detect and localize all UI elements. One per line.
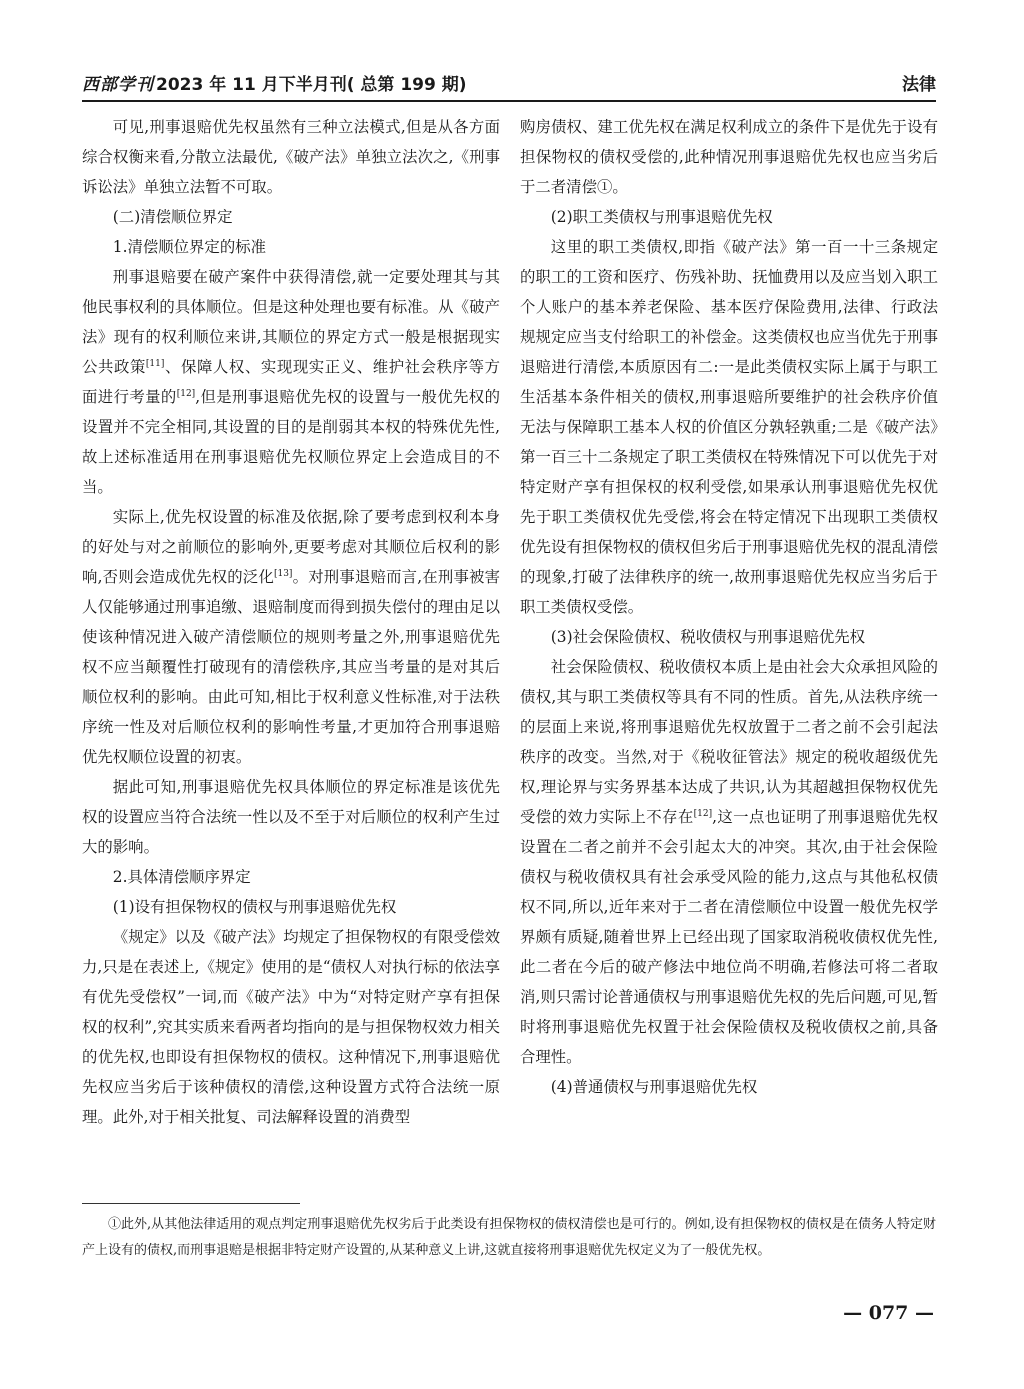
citation-marker: [12] xyxy=(176,388,196,399)
section-heading: (4)普通债权与刑事退赔优先权 xyxy=(550,1078,758,1096)
paragraph: 据此可知,刑事退赔优先权具体顺位的界定标准是该优先权的设置应当符合法统一性以及不至于对后顺位的权利产生过大的影响。 xyxy=(82,778,500,856)
section-label: 法律 xyxy=(902,75,936,95)
left-column xyxy=(82,112,500,1132)
paragraph: 刑事退赔要在破产案件中获得清偿,就一定要处理其与其他民事权利的具体顺位。但是这种处理也要有标准。从《破产法》现有的权利顺位来讲,其顺位的界定方式一般是根据现实公共政策[11]、保障人权、实现现实正义、维护社会秩序等方面进行考量的[12],但是刑事退赔优先权的设置与一般优先权的设置并不完全相同,其设置的目的是削弱其本权的特殊优先性,故上述标准适用在刑事退赔优先权顺位界定上会造成目的不当。 xyxy=(82,268,500,496)
issue-label: 2023 年 11 月下半月刊( 总第 199 期) xyxy=(156,75,467,95)
section-heading: (3)社会保险债权、税收债权与刑事退赔优先权 xyxy=(550,628,866,646)
paragraph: 实际上,优先权设置的标准及依据,除了要考虑到权利本身的好处与对之前顺位的影响外,更要考虑对其顺位后权利的影响,否则会造成优先权的泛化[13]。对刑事退赔而言,在刑事被害人仅能够通过刑事追缴、退赔制度而得到损失偿付的理由足以使该种情况进入破产清偿顺位的规则考量之外,刑事退赔优先权不应当颠覆性打破现有的清偿秩序,其应当考量的是对其后顺位权利的影响。由此可知,相比于权利意义性标准,对于法秩序统一性及对后顺位权利的影响性考量,才更加符合刑事退赔优先权顺位设置的初衷。 xyxy=(82,508,500,766)
citation-marker: [12] xyxy=(693,808,713,819)
paragraph: 社会保险债权、税收债权本质上是由社会大众承担风险的债权,其与职工类债权等具有不同的性质。首先,从法秩序统一的层面上来说,将刑事退赔优先权放置于二者之前不会引起法秩序的改变。当然,对于《税收征管法》规定的税收超级优先权,理论界与实务界基本达成了共识,认为其超越担保物权优先受偿的效力实际上不存在[12],这一点也证明了刑事退赔优先权设置在二者之前并不会引起太大的冲突。其次,由于社会保险债权与税收债权具有社会承受风险的能力,这点与其他私权债权不同,所以,近年来对于二者在清偿顺位中设置一般优先权学界颇有质疑,随着世界上已经出现了国家取消税收债权优先性,此二者在今后的破产修法中地位尚不明确,若修法可将二者取消,则只需讨论普通债权与刑事退赔优先权的先后问题,可见,暂时将刑事退赔优先权置于社会保险债权及税收债权之前,具备合理性。 xyxy=(520,658,938,1066)
footnote: ①此外,从其他法律适用的观点判定刑事退赔优先权劣后于此类设有担保物权的债权清偿也是可行的。例如,设有担保物权的债权是在债务人特定财产上设有的债权,而刑事退赔是根据非特定财产设置的,从某种意义上讲,这就直接将刑事退赔优先权定义为了一般优先权。 xyxy=(82,1217,936,1258)
paragraph: 《规定》以及《破产法》均规定了担保物权的有限受偿效力,只是在表述上,《规定》使用的是“债权人对执行标的依法享有优先受偿权”一词,而《破产法》中为“对特定财产享有担保权的权利”,究其实质来看两者均指向的是与担保物权效力相关的优先权,也即设有担保物权的债权。这种情况下,刑事退赔优先权应当劣后于该种债权的清偿,这种设置方式符合法统一原理。此外,对于相关批复、司法解释设置的消费型 xyxy=(82,928,500,1126)
section-heading: (1)设有担保物权的债权与刑事退赔优先权 xyxy=(112,898,397,916)
page-number: — 077 — xyxy=(843,1302,934,1324)
paragraph: 购房债权、建工优先权在满足权利成立的条件下是优先于设有担保物权的债权受偿的,此种情况刑事退赔优先权也应当劣后于二者清偿①。 xyxy=(520,118,938,196)
section-heading: 2.具体清偿顺序界定 xyxy=(112,868,251,886)
footnote-divider xyxy=(82,1203,300,1204)
journal-issue xyxy=(82,70,467,95)
section-heading: (二)清偿顺位界定 xyxy=(112,208,233,226)
journal-logo: 西部学刊 xyxy=(82,75,154,95)
citation-marker: [11] xyxy=(145,358,165,369)
running-header xyxy=(82,68,936,102)
right-column xyxy=(520,112,938,1102)
paragraph: 这里的职工类债权,即指《破产法》第一百一十三条规定的职工的工资和医疗、伤残补助、抚恤费用以及应当划入职工个人账户的基本养老保险、基本医疗保险费用,法律、行政法规规定应当支付给职工的补偿金。这类债权也应当优先于刑事退赔进行清偿,本质原因有二:一是此类债权实际上属于与职工生活基本条件相关的债权,刑事退赔所要维护的社会秩序价值无法与保障职工基本人权的价值区分孰轻孰重;二是《破产法》第一百三十二条规定了职工类债权在特殊情况下可以优先于对特定财产享有担保权的权利受偿,如果承认刑事退赔优先权优先于职工类债权优先受偿,将会在特定情况下出现职工类债权优先设有担保物权的债权但劣后于刑事退赔优先权的混乱清偿的现象,打破了法律秩序的统一,故刑事退赔优先权应当劣后于职工类债权受偿。 xyxy=(520,238,938,616)
citation-marker: [13] xyxy=(273,568,293,579)
section-heading: 1.清偿顺位界定的标准 xyxy=(112,238,266,256)
paragraph: 可见,刑事退赔优先权虽然有三种立法模式,但是从各方面综合权衡来看,分散立法最优,《破产法》单独立法次之,《刑事诉讼法》单独立法暂不可取。 xyxy=(82,118,500,196)
section-heading: (2)职工类债权与刑事退赔优先权 xyxy=(550,208,773,226)
